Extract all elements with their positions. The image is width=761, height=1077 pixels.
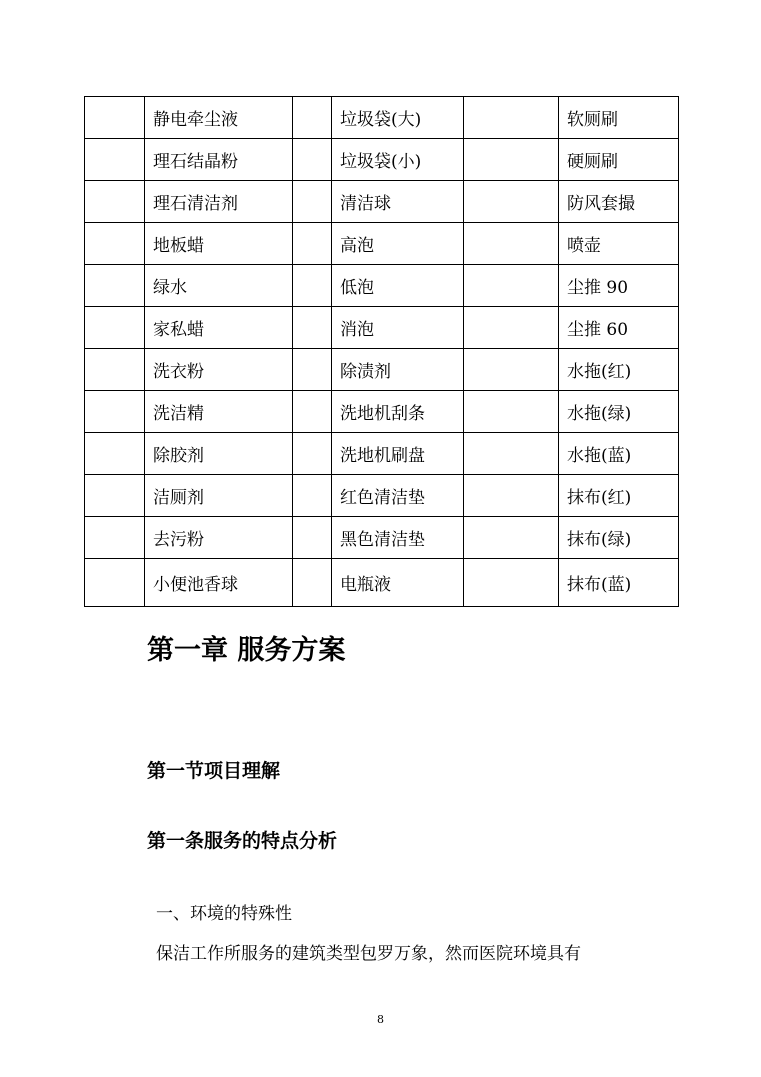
table-cell: 水拖(红)	[559, 349, 679, 391]
table-cell: 垃圾袋(小)	[332, 139, 464, 181]
table-cell: 喷壶	[559, 223, 679, 265]
table-row	[85, 307, 679, 349]
table-cell	[293, 307, 332, 349]
section-title: 第一节项目理解	[147, 760, 281, 782]
table-cell	[464, 349, 559, 391]
table-row	[85, 265, 679, 307]
table-cell	[464, 97, 559, 139]
table-cell: 消泡	[332, 307, 464, 349]
table-cell	[293, 517, 332, 559]
chapter-title: 第一章 服务方案	[147, 635, 346, 666]
table-cell: 抹布(绿)	[559, 517, 679, 559]
table-cell	[464, 307, 559, 349]
table-row	[85, 97, 679, 139]
table-cell	[85, 433, 145, 475]
table-cell: 地板蜡	[145, 223, 293, 265]
table-cell	[464, 433, 559, 475]
table-cell: 理石结晶粉	[145, 139, 293, 181]
table-cell	[293, 97, 332, 139]
table-row	[85, 223, 679, 265]
table-cell	[464, 139, 559, 181]
table-cell: 洗地机刷盘	[332, 433, 464, 475]
table-cell	[85, 181, 145, 223]
table-cell: 家私蜡	[145, 307, 293, 349]
body-paragraph: 保洁工作所服务的建筑类型包罗万象，然而医院环境具有	[156, 944, 581, 964]
table-cell: 尘推 60	[559, 307, 679, 349]
table-cell: 硬厕刷	[559, 139, 679, 181]
table-cell: 防风套撮	[559, 181, 679, 223]
table-cell: 垃圾袋(大)	[332, 97, 464, 139]
table-cell	[85, 517, 145, 559]
table-cell	[85, 139, 145, 181]
table-cell: 除胶剂	[145, 433, 293, 475]
table-cell: 软厕刷	[559, 97, 679, 139]
table-cell: 水拖(绿)	[559, 391, 679, 433]
table-cell: 去污粉	[145, 517, 293, 559]
table-cell	[464, 517, 559, 559]
table-cell: 尘推 90	[559, 265, 679, 307]
table-cell	[293, 433, 332, 475]
table-cell: 静电牵尘液	[145, 97, 293, 139]
table-cell	[85, 265, 145, 307]
table-cell	[464, 391, 559, 433]
table-row	[85, 139, 679, 181]
table-cell	[85, 559, 145, 607]
table-cell	[464, 181, 559, 223]
table-cell: 理石清洁剂	[145, 181, 293, 223]
table-cell: 绿水	[145, 265, 293, 307]
table-row	[85, 181, 679, 223]
table-cell: 高泡	[332, 223, 464, 265]
table-cell: 洗地机刮条	[332, 391, 464, 433]
table-cell	[293, 349, 332, 391]
table-row	[85, 433, 679, 475]
table-cell: 抹布(蓝)	[559, 559, 679, 607]
table-cell	[464, 223, 559, 265]
table-cell	[293, 139, 332, 181]
table-cell: 黑色清洁垫	[332, 517, 464, 559]
table-cell	[85, 391, 145, 433]
table-cell: 除渍剂	[332, 349, 464, 391]
table-cell: 水拖(蓝)	[559, 433, 679, 475]
table-cell: 清洁球	[332, 181, 464, 223]
table-cell: 洗洁精	[145, 391, 293, 433]
table-cell	[293, 559, 332, 607]
table-cell: 低泡	[332, 265, 464, 307]
table-cell	[293, 391, 332, 433]
table-cell	[464, 265, 559, 307]
table-row	[85, 559, 679, 607]
table-row	[85, 517, 679, 559]
table-cell: 洗衣粉	[145, 349, 293, 391]
table-row	[85, 475, 679, 517]
article-title: 第一条服务的特点分析	[147, 830, 338, 852]
table-cell	[85, 349, 145, 391]
table-cell: 抹布(红)	[559, 475, 679, 517]
table-cell	[85, 475, 145, 517]
subheading: 一、环境的特殊性	[156, 904, 292, 924]
table-cell	[464, 475, 559, 517]
table-cell	[85, 307, 145, 349]
table-cell	[85, 223, 145, 265]
table-row	[85, 391, 679, 433]
table-cell	[293, 181, 332, 223]
table-cell	[464, 559, 559, 607]
table-cell: 电瓶液	[332, 559, 464, 607]
table-cell: 小便池香球	[145, 559, 293, 607]
page-number: 8	[377, 1013, 384, 1026]
table-cell	[293, 265, 332, 307]
table-cell: 红色清洁垫	[332, 475, 464, 517]
supplies-table	[84, 96, 679, 607]
table-cell	[85, 97, 145, 139]
table-cell: 洁厕剂	[145, 475, 293, 517]
table-cell	[293, 475, 332, 517]
table-cell	[293, 223, 332, 265]
supplies-table-body	[85, 97, 679, 607]
table-row	[85, 349, 679, 391]
